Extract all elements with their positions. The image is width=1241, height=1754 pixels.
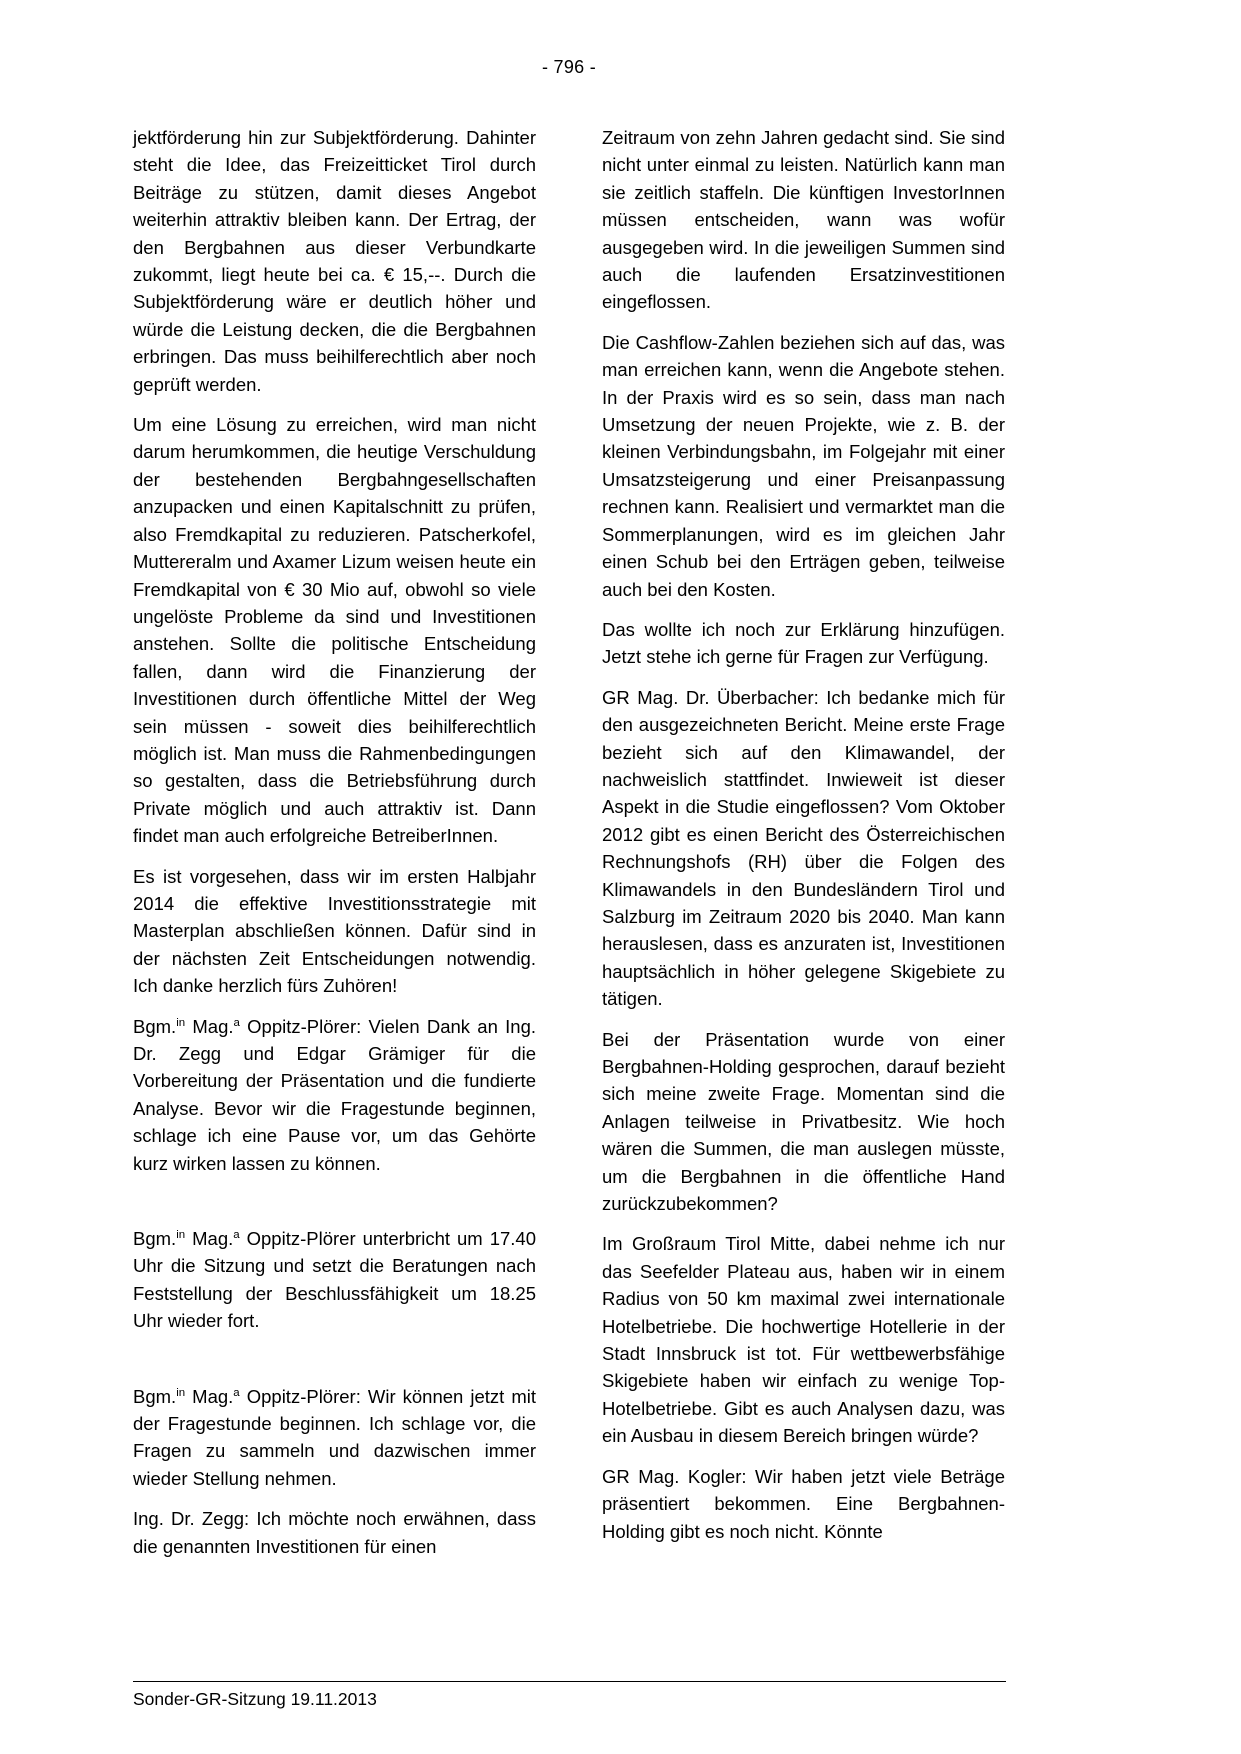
left-column (133, 124, 536, 1573)
footer-text: Sonder-GR-Sitzung 19.11.2013 (133, 1689, 377, 1709)
superscript-text: a (233, 1228, 240, 1241)
text-run: jektförderung hin zur Subjektförderung. Dahinter steht die Idee, das Freizeitticket Tirol durch Beiträge zu stützen, damit dieses Angebot weiterhin attraktiv bleiben kann. Der Ertrag, der den Bergbahnen aus dieser Verbundkarte zukommt, liegt heute bei ca. € 15,--. Durch die Subjektförderung wäre er deutlich höher und würde die Leistung decken, die die Bergbahnen erbringen. Das muss beihilferechtlich aber noch geprüft werden. (133, 127, 536, 395)
text-run: Ing. Dr. Zegg: Ich möchte noch erwähnen, dass die genannten Investitionen für einen (133, 1508, 536, 1557)
text-run: Die Cashflow-Zahlen beziehen sich auf das, was man erreichen kann, wenn die Angebote stehen. In der Praxis wird es so sein, dass man nach Umsetzung der neuen Projekte, wie z. B. der kleinen Verbindungsbahn, im Folgejahr mit einer Umsatzsteigerung und einer Preisanpassung rechnen kann. Realisiert und vermarktet man die Sommerplanungen, wird es im gleichen Jahr einen Schub bei den Erträgen geben, teilweise auch bei den Kosten. (602, 331, 1005, 600)
superscript-text: a (233, 1386, 240, 1399)
text-run: Bgm. (133, 1385, 177, 1407)
text-run: Es ist vorgesehen, dass wir im ersten Halbjahr 2014 die effektive Investitionsstrategie mit Masterplan abschließen können. Dafür sind in der nächsten Zeit Entscheidungen notwendig. Ich danke herzlich fürs Zuhören! (133, 865, 536, 997)
superscript-text: a (233, 1016, 240, 1029)
paragraph (133, 863, 536, 1000)
text-run: Oppitz-Plörer: Vielen Dank an Ing. Dr. Zegg und Edgar Grämiger für die Vorbereitung der Präsentation und die fundierte Analyse. Bevor wir die Fragestunde beginnen, schlage ich eine Pause vor, um das Gehörte kurz wirken lassen zu können. (133, 1015, 536, 1174)
paragraph (133, 411, 536, 850)
paragraph (133, 124, 536, 398)
text-run: Mag. (185, 1015, 234, 1037)
right-column (602, 124, 1005, 1573)
paragraph (133, 1505, 536, 1560)
superscript-text: in (176, 1016, 186, 1029)
text-run: Mag. (185, 1385, 234, 1407)
paragraph (602, 124, 1005, 316)
text-run: Bgm. (133, 1015, 177, 1037)
text-run: Bei der Präsentation wurde von einer Bergbahnen-Holding gesprochen, darauf bezieht sich meine zweite Frage. Momentan sind die Anlagen teilweise in Privatbesitz. Wie hoch wären die Summen, die man auslegen müsste, um die Bergbahnen in die öffentliche Hand zurückzubekommen? (602, 1028, 1005, 1215)
paragraph (133, 1383, 536, 1493)
superscript-text: in (176, 1228, 186, 1241)
text-run: GR Mag. Kogler: Wir haben jetzt viele Beträge präsentiert bekommen. Eine Bergbahnen-Holding gibt es noch nicht. Könnte (602, 1465, 1005, 1542)
text-run: Oppitz-Plörer: Wir können jetzt mit der Fragestunde beginnen. Ich schlage vor, die Fragen zu sammeln und dazwischen immer wieder Stellung nehmen. (133, 1385, 536, 1489)
page-number: - 796 - (541, 57, 597, 77)
superscript-text: in (176, 1386, 186, 1399)
text-columns (133, 124, 1005, 1573)
text-run: Bgm. (133, 1228, 177, 1250)
paragraph (133, 1225, 536, 1335)
paragraph (602, 329, 1005, 603)
text-run: Zeitraum von zehn Jahren gedacht sind. Sie sind nicht unter einmal zu leisten. Natürlich kann man sie zeitlich staffeln. Die künftigen InvestorInnen müssen entscheiden, wann was wofür ausgegeben wird. In die jeweiligen Summen sind auch die laufenden Ersatzinvestitionen eingeflossen. (602, 127, 1005, 313)
paragraph (602, 616, 1005, 671)
text-run: Im Großraum Tirol Mitte, dabei nehme ich nur das Seefelder Plateau aus, haben wir in einem Radius von 50 km maximal zwei internationale Hotelbetriebe. Die hochwertige Hotellerie in der Stadt Innsbruck ist tot. Für wettbewerbsfähige Skigebiete haben wir einfach zu wenige Top-Hotelbetriebe. Gibt es auch Analysen dazu, was ein Ausbau in diesem Bereich bringen würde? (602, 1233, 1005, 1447)
text-run: Oppitz-Plörer unterbricht um 17.40 Uhr die Sitzung und setzt die Beratungen nach Feststellung der Beschlussfähigkeit um 18.25 Uhr wieder fort. (133, 1228, 536, 1332)
text-run: GR Mag. Dr. Überbacher: Ich bedanke mich für den ausgezeichneten Bericht. Meine erste Frage bezieht sich auf den Klimawandel, der nachweislich stattfindet. Inwieweit ist dieser Aspekt in die Studie eingeflossen? Vom Oktober 2012 gibt es einen Bericht des Österreichischen Rechnungshofs (RH) über die Folgen des Klimawandels in den Bundesländern Tirol und Salzburg im Zeitraum 2020 bis 2040. Man kann herauslesen, dass es anzuraten ist, Investitionen hauptsächlich in höher gelegene Skigebiete zu tätigen. (602, 686, 1005, 1010)
paragraph (602, 1463, 1005, 1545)
text-run: Um eine Lösung zu erreichen, wird man nicht darum herumkommen, die heutige Verschuldung der bestehenden Bergbahngesellschaften anzupacken und einen Kapitalschnitt zu prüfen, also Fremdkapital zu reduzieren. Patscherkofel, Muttereralm und Axamer Lizum weisen heute ein Fremdkapital von € 30 Mio auf, obwohl so viele ungelöste Probleme da sind und Investitionen anstehen. Sollte die politische Entscheidung fallen, dann wird die Finanzierung der Investitionen durch öffentliche Mittel der Weg sein müssen - soweit dies beihilferechtlich möglich ist. Man muss die Rahmenbedingungen so gestalten, dass die Betriebsführung durch Private möglich und auch attraktiv ist. Dann findet man auch erfolgreiche BetreiberInnen. (133, 414, 536, 847)
paragraph (133, 1013, 536, 1177)
paragraph (602, 684, 1005, 1013)
text-run: Mag. (185, 1228, 234, 1250)
paragraph (602, 1230, 1005, 1449)
page-footer (133, 1681, 1006, 1710)
text-run: Das wollte ich noch zur Erklärung hinzufügen. Jetzt stehe ich gerne für Fragen zur Verfügung. (602, 618, 1005, 668)
paragraph (602, 1026, 1005, 1218)
